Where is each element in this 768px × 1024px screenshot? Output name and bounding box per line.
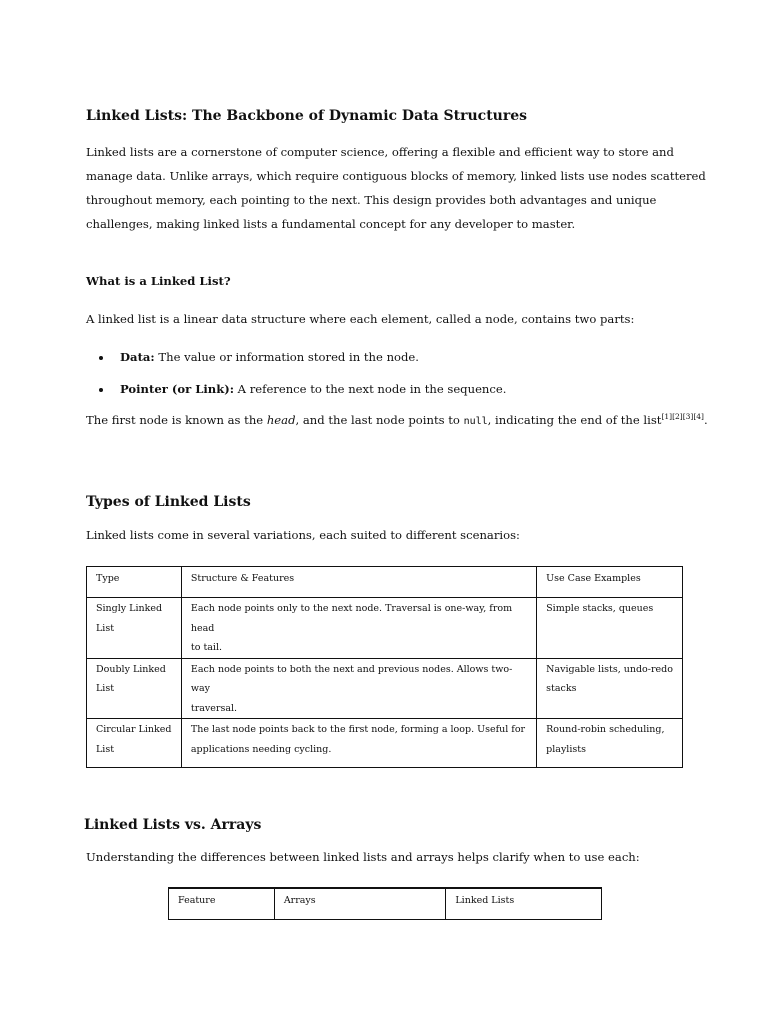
intro-line: throughout memory, each pointing to the next. This design provides both advantages and unique [86,193,657,207]
table-header-cell: Structure & Features [181,567,536,598]
table-header-cell: Use Case Examples [537,567,683,598]
cell-line: Navigable lists, undo-redo [546,663,673,675]
sentence-text: , indicating the end of the list [487,413,662,427]
table-cell [181,719,536,768]
cell-line: Simple stacks, queues [546,603,654,614]
table-header-cell: Arrays [274,888,446,920]
table-row [87,719,683,768]
intro-line: manage data. Unlike arrays, which require contiguous blocks of memory, linked lists use nodes scattered [86,169,706,183]
table-cell [181,598,536,659]
cell-line: traversal. [190,702,238,714]
sentence-text: The first node is known as the [86,413,267,427]
table-cell [537,719,683,768]
cell-line: Doubly Linked [96,663,166,675]
emphasis-head: head [266,413,296,427]
cell-line: List [96,622,115,634]
cell-line: applications needing cycling. [190,743,332,755]
sentence-text: . [703,413,708,427]
intro-line: challenges, making linked lists a fundamental concept for any developer to master. [86,217,576,231]
cell-line: Round-robin scheduling, [546,724,665,735]
bullet-item-data [120,350,419,364]
what-paragraph: A linked list is a linear data structure where each element, called a node, contains two parts: [86,312,635,326]
bullet-icon [99,388,103,392]
cell-line: List [96,743,115,755]
types-heading: Types of Linked Lists [86,494,251,510]
types-table [86,566,683,768]
cell-line: Circular Linked [96,724,172,735]
cell-line: Singly Linked [96,603,163,614]
vs-heading: Linked Lists vs. Arrays [84,817,262,833]
table-header-row [169,888,602,920]
cell-line: Each node points to both the next and previous nodes. Allows two-way [190,663,513,694]
intro-paragraph [86,140,706,236]
table-header-row [87,567,683,598]
cell-line: Each node points only to the next node. Traversal is one-way, from head [190,603,513,634]
table-cell [537,598,683,659]
table-cell [87,598,182,659]
cell-line: stacks [546,683,577,694]
bullet-term: Data: [120,350,155,364]
what-heading: What is a Linked List? [86,274,231,288]
sentence-text: , and the last node points to [295,413,464,427]
table-header-cell: Linked Lists [446,888,602,920]
types-paragraph: Linked lists come in several variations, each suited to different scenarios: [86,528,520,542]
cell-line: playlists [546,743,586,755]
bullet-icon [99,356,103,360]
table-cell [181,658,536,719]
table-header-cell: Feature [169,888,275,920]
table-row [87,658,683,719]
bullet-item-pointer [120,382,506,396]
comparison-table [168,887,602,920]
cell-line: List [96,683,115,694]
bullet-desc: The value or information stored in the node. [154,350,419,364]
table-header-cell: Type [87,567,182,598]
cell-line: to tail. [190,642,223,653]
citation-links[interactable]: [1][2][3][4] [661,412,704,422]
code-null: null [463,416,488,427]
head-sentence [86,413,708,427]
table-row [87,598,683,659]
document-title: Linked Lists: The Backbone of Dynamic Data Structures [86,108,528,124]
bullet-desc: A reference to the next node in the sequence. [234,382,507,396]
table-cell [87,719,182,768]
bullet-term: Pointer (or Link): [120,382,234,396]
table-cell [537,658,683,719]
table-cell [87,658,182,719]
cell-line: The last node points back to the first node, forming a loop. Useful for [190,724,526,735]
vs-paragraph: Understanding the differences between linked lists and arrays helps clarify when to use each: [86,850,640,864]
intro-line: Linked lists are a cornerstone of computer science, offering a flexible and efficient way to store and [86,145,674,159]
